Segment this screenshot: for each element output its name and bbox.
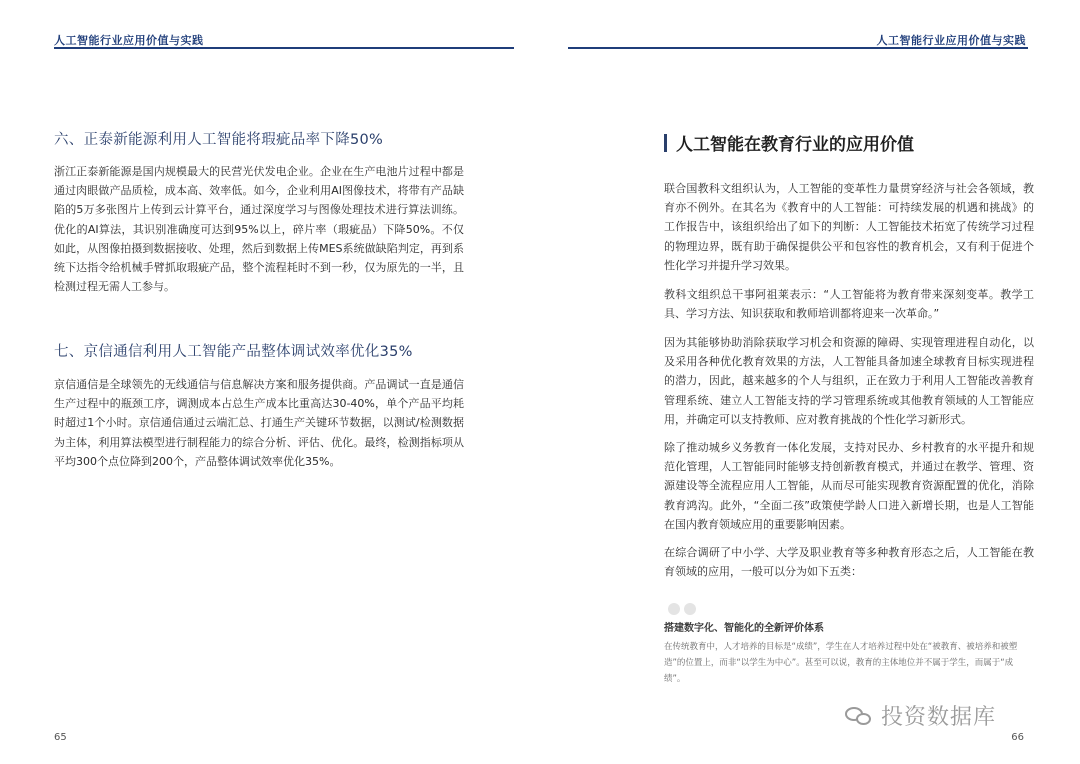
title-accent-bar (664, 134, 667, 152)
paragraph-innovation: 除了推动城乡义务教育一体化发展，支持对民办、乡村教育的水平提升和规范化管理，人工智能同时能够支持创新教育模式，并通过在教学、管理、资源建设等全流程应用人工智能，从而尽可能实现教育资源配置的优化，消除教育鸿沟。此外，“全面二孩”政策使学龄人口进入新增长期，也是人工智能在国内教育领域应用的重要影响因素。 (664, 441, 1034, 531)
running-header-right: 人工智能行业应用价值与实践 (876, 34, 1026, 47)
paragraph-azoulay: 教科文组织总干事阿祖莱表示：“人工智能将为教育带来深刻变革。教学工具、学习方法、知识获取和教师培训都将迎来一次革命。” (664, 288, 1034, 321)
case-title: 搭建数字化、智能化的全新评价体系 (664, 623, 824, 634)
right-page (540, 0, 1080, 764)
decorative-dots (668, 603, 696, 615)
wechat-icon (845, 705, 873, 727)
page-number-left: 65 (54, 732, 67, 743)
header-rule-left (54, 47, 514, 49)
section-6-heading: 六、正泰新能源利用人工智能将瑕疵品率下降50% (54, 132, 384, 148)
watermark-text: 投资数据库 (881, 705, 997, 730)
case-text: 在传统教育中，人才培养的目标是“成绩”，学生在人才培养过程中处在“被教育、被培养和被塑造”的位置上，而非“以学生为中心”。甚至可以说，教育的主体地位并不属于学生，而属于“成绩”。 (664, 642, 1018, 684)
section-title-text: 人工智能在教育行业的应用价值 (676, 135, 914, 155)
section-6-body: 浙江正泰新能源是国内规模最大的民营光伏发电企业。企业在生产电池片过程中都是通过肉眼做产品质检，成本高、效率低。如今，企业利用AI图像技术，将带有产品缺陷的5万多张图片上传到云计算平台，通过深度学习与图像处理技术进行算法训练。优化的AI算法，其识别准确度可达到95%以上，碎片率（瑕疵品）下降50%。不仅如此，从图像拍摄到数据接收、处理，然后到数据上传MES系统做缺陷判定，再到系统下达指令给机械手臂抓取瑕疵产品，整个流程耗时不到一秒，仅为原先的一半，且检测过程无需人工参与。 (54, 165, 464, 294)
section-title (664, 130, 914, 155)
case-box (664, 603, 1028, 693)
section-7-body: 京信通信是全球领先的无线通信与信息解决方案和服务提供商。产品调试一直是通信生产过程中的瓶颈工序，调测成本占总生产成本比重高达30-40%，单个产品平均耗时超过1个小时。京信通信通过云端汇总、打通生产关键环节数据，以测试/检测数据为主体，利用算法模型进行制程能力的综合分析、评估、优化。最终，检测指标项从平均300个点位降到200个，产品整体调试效率优化35%。 (54, 378, 464, 468)
page-number-right: 66 (1011, 732, 1024, 743)
section-7-heading: 七、京信通信利用人工智能产品整体调试效率优化35% (54, 344, 413, 360)
paragraph-five-categories: 在综合调研了中小学、大学及职业教育等多种教育形态之后，人工智能在教育领域的应用，一般可以分为如下五类： (664, 546, 1034, 579)
watermark (845, 700, 996, 731)
running-header-left: 人工智能行业应用价值与实践 (54, 34, 204, 47)
paragraph-unesco: 联合国教科文组织认为，人工智能的变革性力量贯穿经济与社会各领域，教育亦不例外。在其名为《教育中的人工智能：可持续发展的机遇和挑战》的工作报告中，该组织给出了如下的判断：人工智能技术拓宽了传统学习过程的物理边界，既有助于确保提供公平和包容性的教育机会，又有利于促进个性化学习并提升学习效果。 (664, 182, 1034, 272)
header-rule-right (568, 47, 1028, 49)
paragraph-potential: 因为其能够协助消除获取学习机会和资源的障碍、实现管理进程自动化，以及采用各种优化教育效果的方法，人工智能具备加速全球教育目标实现进程的潜力，因此，越来越多的个人与组织，正在致力于利用人工智能改善教育管理系统、建立人工智能支持的学习管理系统或其他教育领域的人工智能应用，并确定可以支持教师、应对教育挑战的个性化学习新形式。 (664, 336, 1034, 426)
